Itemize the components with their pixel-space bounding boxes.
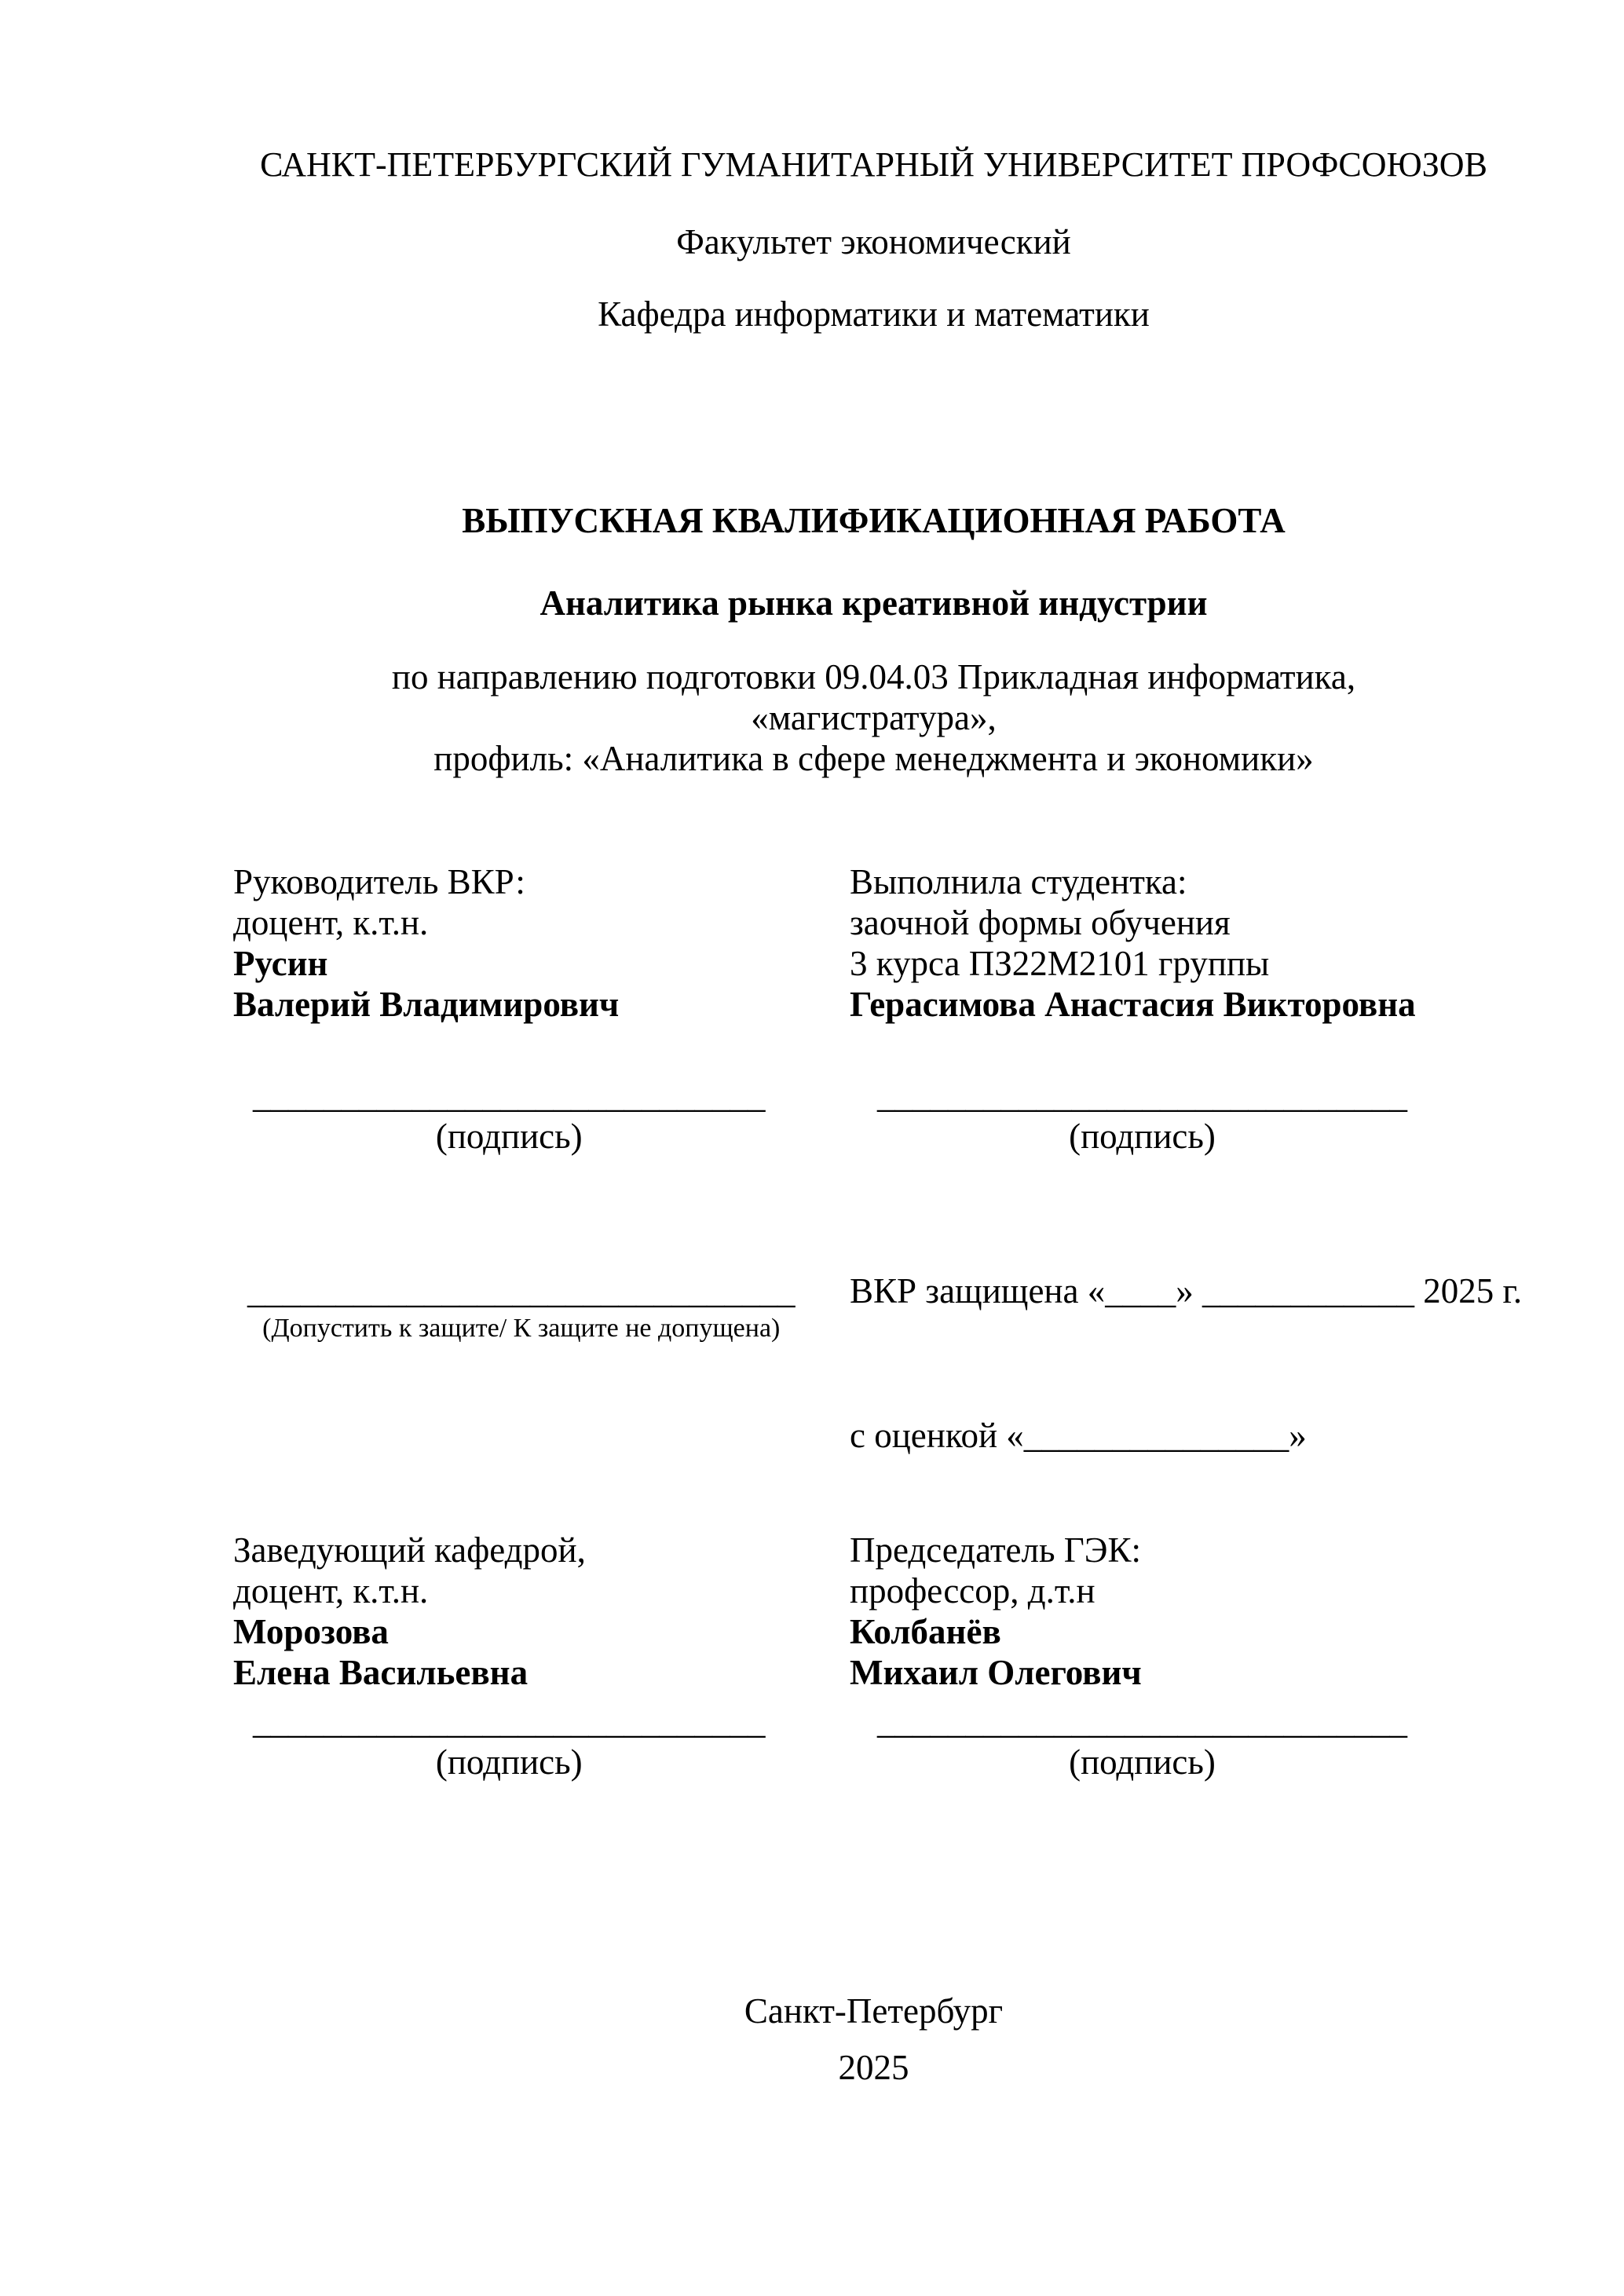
student-block (850, 861, 1514, 1025)
supervisor-student-row (233, 861, 1514, 1025)
gec-chair-rank: профессор, д.т.н (850, 1571, 1095, 1610)
department-head-signature-cell (233, 1701, 850, 1782)
grade-row (233, 1415, 1514, 1456)
student-signature-block (877, 1075, 1407, 1157)
city-year-block (233, 1983, 1514, 2096)
supervisor-signature-line: _____________________________ (253, 1076, 766, 1115)
faculty-line: Факультет экономический (676, 222, 1071, 261)
admission-block (247, 1270, 796, 1346)
student-signature-line: ______________________________ (877, 1076, 1407, 1115)
department-head-signature-block (253, 1701, 766, 1782)
program-line-profile: профиль: «Аналитика в сфере менеджмента и экономики» (433, 739, 1314, 778)
head-chair-row (233, 1530, 1514, 1693)
admission-defense-row (233, 1270, 1523, 1346)
defense-date-cell (850, 1270, 1522, 1346)
department-head-block (233, 1530, 850, 1693)
university-name: САНКТ-ПЕТЕРБУРГСКИЙ ГУМАНИТАРНЫЙ УНИВЕРСИТЕТ ПРОФСОЮЗОВ (260, 145, 1487, 184)
gec-chair-signature-caption: (подпись) (1069, 1742, 1216, 1782)
gec-chair-role: Председатель ГЭК: (850, 1530, 1141, 1570)
signature-row-1 (233, 1075, 1514, 1157)
gec-chair-signature-cell (850, 1701, 1514, 1782)
grade-cell (850, 1415, 1514, 1456)
supervisor-signature-caption: (подпись) (435, 1117, 583, 1156)
admission-blank-line: _______________________________ (247, 1271, 796, 1311)
supervisor-role: Руководитель ВКР: (233, 862, 525, 901)
student-role: Выполнила студентка: (850, 862, 1187, 901)
department-head-signature-caption: (подпись) (435, 1742, 583, 1782)
grade-row-spacer (233, 1415, 850, 1456)
year-line: 2025 (838, 2048, 909, 2087)
supervisor-signature-cell (233, 1075, 850, 1157)
city-line: Санкт-Петербург (744, 1991, 1004, 2031)
student-study-form: заочной формы обучения (850, 903, 1231, 942)
signature-row-2 (233, 1701, 1514, 1782)
defense-date-line: ВКР защищена «____» ____________ 2025 г. (850, 1271, 1523, 1311)
department-head-signature-line: _____________________________ (253, 1702, 766, 1741)
gec-chair-signature-block (877, 1701, 1407, 1782)
department-head-rank: доцент, к.т.н. (233, 1571, 429, 1610)
program-block (233, 656, 1514, 779)
department-head-surname: Морозова (233, 1612, 389, 1651)
program-line-degree: «магистратура», (751, 698, 997, 737)
gec-chair-surname: Колбанёв (850, 1612, 1001, 1651)
supervisor-block (233, 861, 850, 1025)
supervisor-rank: доцент, к.т.н. (233, 903, 429, 942)
supervisor-surname: Русин (233, 944, 328, 983)
student-group: 3 курса ПЗ22М2101 группы (850, 944, 1270, 983)
work-type-heading: ВЫПУСКНАЯ КВАЛИФИКАЦИОННАЯ РАБОТА (462, 501, 1286, 540)
gec-chair-block (850, 1530, 1514, 1693)
department-line: Кафедра информатики и математики (598, 294, 1150, 334)
supervisor-given-names: Валерий Владимирович (233, 985, 620, 1024)
defense-grade-line: с оценкой «_______________» (850, 1416, 1307, 1455)
department-head-role: Заведующий кафедрой, (233, 1530, 586, 1570)
gec-chair-given-names: Михаил Олегович (850, 1653, 1142, 1692)
work-title: Аналитика рынка креативной индустрии (540, 583, 1208, 623)
student-signature-cell (850, 1075, 1514, 1157)
program-line-direction: по направлению подготовки 09.04.03 Прикладная информатика, (391, 657, 1356, 696)
admission-caption: (Допустить к защите/ К защите не допущена) (262, 1314, 781, 1343)
admission-cell (233, 1270, 850, 1346)
supervisor-signature-block (253, 1075, 766, 1157)
student-signature-caption: (подпись) (1069, 1117, 1216, 1156)
student-full-name: Герасимова Анастасия Викторовна (850, 985, 1416, 1024)
gec-chair-signature-line: ______________________________ (877, 1702, 1407, 1741)
department-head-given-names: Елена Васильевна (233, 1653, 529, 1692)
